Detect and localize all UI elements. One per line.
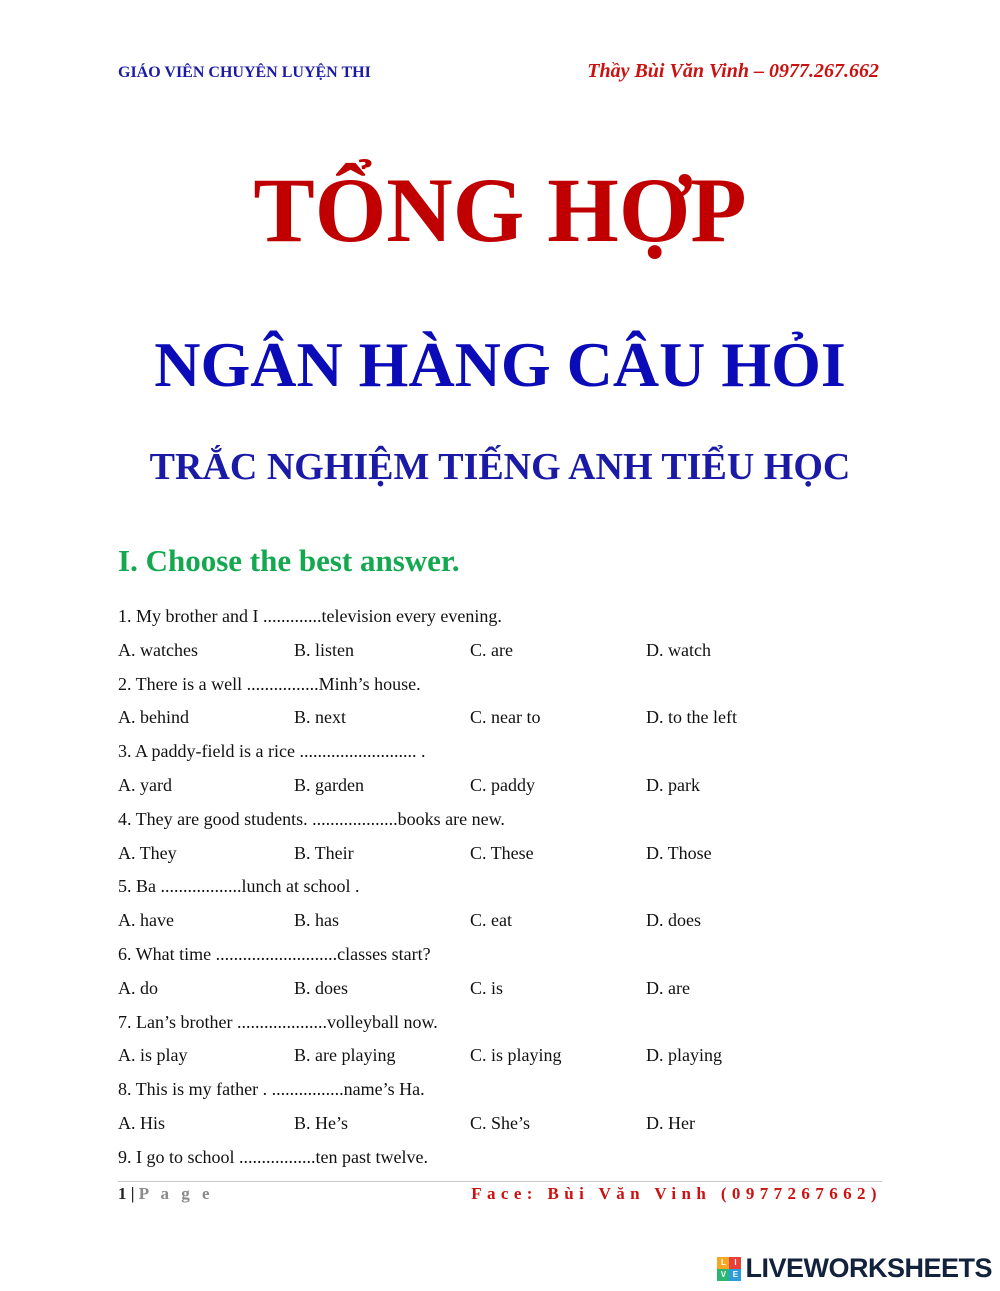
footer-divider	[118, 1181, 882, 1182]
logo-letter: I	[729, 1257, 741, 1269]
answer-option[interactable]: A. behind	[118, 707, 189, 728]
question-text: 7. Lan’s brother ....................volleyball now.	[118, 1011, 438, 1032]
answer-option[interactable]: A. watches	[118, 639, 198, 660]
liveworksheets-logo-icon	[717, 1257, 741, 1281]
answer-option[interactable]: D. playing	[646, 1045, 722, 1066]
answer-option[interactable]: D. watch	[646, 639, 711, 660]
answer-option[interactable]: A. His	[118, 1112, 166, 1133]
subtitle: NGÂN HÀNG CÂU HỎI	[154, 329, 846, 400]
question-text: 9. I go to school .................ten past twelve.	[118, 1146, 428, 1167]
answer-options	[118, 634, 918, 668]
answer-option[interactable]: D. does	[646, 910, 701, 931]
answer-option[interactable]: B. Their	[294, 842, 354, 863]
answer-option[interactable]: D. park	[646, 774, 700, 795]
answer-option[interactable]: C. paddy	[470, 774, 535, 795]
answer-option[interactable]: D. Her	[646, 1112, 695, 1133]
logo-letter: V	[717, 1269, 729, 1281]
answer-options	[118, 837, 918, 871]
footer-page-indicator	[118, 1184, 214, 1204]
answer-options	[118, 1039, 918, 1073]
main-title: TỔNG HỢP	[253, 159, 747, 261]
question-list	[118, 600, 918, 1175]
answer-option[interactable]: A. have	[118, 910, 174, 931]
section-title: I. Choose the best answer.	[118, 543, 460, 578]
question-text: 2. There is a well ................Minh’s house.	[118, 673, 421, 694]
answer-option[interactable]: B. has	[294, 910, 339, 931]
answer-option[interactable]: D. to the left	[646, 707, 737, 728]
answer-option[interactable]: C. near to	[470, 707, 541, 728]
brand-name: LIVEWORKSHEETS	[745, 1253, 992, 1283]
answer-options	[118, 769, 918, 803]
answer-options	[118, 972, 918, 1006]
answer-options	[118, 701, 918, 735]
page-separator: |	[130, 1184, 135, 1203]
answer-option[interactable]: A. They	[118, 842, 177, 863]
page-number: 1	[118, 1184, 127, 1203]
question-text: 5. Ba ..................lunch at school .	[118, 876, 360, 897]
answer-option[interactable]: D. are	[646, 977, 690, 998]
page-label: P a g e	[138, 1184, 214, 1203]
answer-option[interactable]: A. yard	[118, 774, 172, 795]
header-teacher-contact: Thầy Bùi Văn Vinh – 0977.267.662	[587, 60, 879, 82]
answer-option[interactable]: B. listen	[294, 639, 355, 660]
logo-letter: L	[717, 1257, 729, 1269]
answer-options	[118, 1107, 918, 1141]
answer-option[interactable]: C. eat	[470, 910, 512, 931]
answer-option[interactable]: B. He’s	[294, 1112, 348, 1133]
answer-options	[118, 904, 918, 938]
answer-option[interactable]: C. She’s	[470, 1112, 531, 1133]
question-text: 8. This is my father . ................name’s Ha.	[118, 1079, 425, 1100]
logo-letter: E	[729, 1269, 741, 1281]
answer-option[interactable]: A. do	[118, 977, 158, 998]
header-teacher-label: GIÁO VIÊN CHUYÊN LUYỆN THI	[118, 64, 371, 81]
subtitle-secondary: TRẮC NGHIỆM TIẾNG ANH TIỂU HỌC	[149, 446, 851, 488]
answer-option[interactable]: B. garden	[294, 774, 364, 795]
answer-option[interactable]: C. is playing	[470, 1045, 562, 1066]
answer-option[interactable]: C. is	[470, 977, 504, 998]
question-text: 3. A paddy-field is a rice .......................... .	[118, 741, 426, 762]
question-text: 4. They are good students. ...................books are new.	[118, 808, 505, 829]
answer-option[interactable]: C. are	[470, 639, 513, 660]
question-text: 6. What time ...........................classes start?	[118, 943, 431, 964]
answer-option[interactable]: A. is play	[118, 1045, 188, 1066]
answer-option[interactable]: B. are playing	[294, 1045, 396, 1066]
answer-option[interactable]: B. does	[294, 977, 348, 998]
answer-option[interactable]: D. Those	[646, 842, 712, 863]
footer-contact: Face: Bùi Văn Vinh (0977267662)	[471, 1184, 882, 1203]
answer-option[interactable]: C. These	[470, 842, 534, 863]
question-text: 1. My brother and I .............television every evening.	[118, 606, 502, 626]
answer-option[interactable]: B. next	[294, 707, 346, 728]
liveworksheets-brand	[717, 1253, 992, 1284]
